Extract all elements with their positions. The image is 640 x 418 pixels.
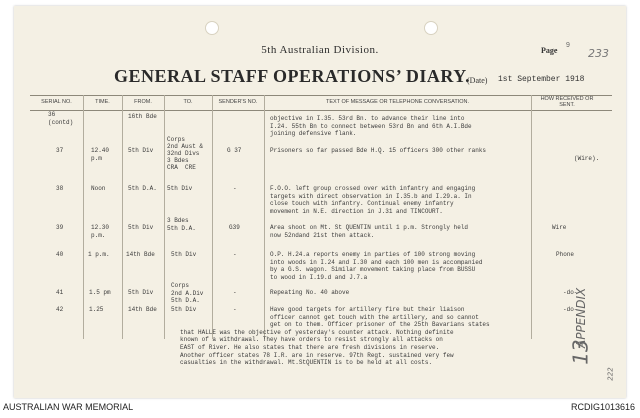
- sender-no: -: [233, 185, 237, 192]
- appendix-number: 13: [568, 339, 593, 365]
- from-cell: 5th Div: [128, 224, 154, 231]
- message-text: [270, 306, 490, 329]
- how-received: -do-: [563, 289, 578, 296]
- footer-record-id: RCDIG1013616: [570, 402, 635, 412]
- message-text: [270, 147, 486, 155]
- table-top-rule: [30, 95, 612, 96]
- header-bottom-rule: [30, 110, 612, 111]
- message-text: [270, 115, 472, 138]
- message-line: that HALLE was the objective of yesterday's counter attack. Nothing definite: [180, 328, 454, 336]
- time-cell: Noon: [91, 185, 106, 192]
- margin-number: 222: [606, 367, 615, 381]
- appendix-note: APPENDIX: [574, 287, 588, 348]
- message-text: [270, 185, 475, 215]
- message-line: F.O.O. left group crossed over with infantry and engaging: [270, 185, 476, 192]
- message-line: Repeating No. 40 above: [270, 289, 350, 296]
- page-title: GENERAL STAFF OPERATIONS’ DIARY.: [114, 66, 471, 86]
- time-cell: 1 p.m.: [88, 251, 110, 258]
- serial-no: 38: [56, 185, 64, 192]
- sender-no: -: [233, 306, 237, 313]
- message-line: Have good targets for artillery fire but their liaison: [270, 306, 465, 313]
- punch-hole: [424, 21, 438, 35]
- how-received: Phone: [556, 251, 575, 258]
- from-cell: 14th Bde: [128, 306, 157, 313]
- page-label: Page: [541, 46, 558, 55]
- column-divider: [531, 95, 532, 339]
- message-line: get on to them. Officer prisoner of the 25th Bavarians states: [270, 321, 490, 329]
- how-received: (Wire).: [574, 155, 600, 162]
- column-divider: [122, 95, 123, 339]
- message-line: O.P. H.24.a reports enemy in parties of 100 strong moving: [270, 251, 476, 258]
- message-line: EAST of River. He also states that there are fresh divisions in reserve.: [180, 343, 440, 351]
- serial-no: 37: [56, 147, 64, 154]
- from-cell: 5th Div: [128, 147, 154, 154]
- to-cell: 5th Div: [171, 306, 197, 313]
- to-cell: Corps 2nd Aust & 32nd Divs 3 Bdes CRA CRE: [167, 136, 204, 171]
- message-text: [270, 289, 349, 297]
- from-cell: 14th Bde: [126, 251, 155, 258]
- date-value: 1st September 1918: [498, 75, 585, 84]
- to-cell: 5th Div: [167, 185, 193, 192]
- column-divider: [212, 95, 213, 339]
- column-divider: [164, 95, 165, 339]
- serial-no: 42: [56, 306, 64, 313]
- time-cell: 12.30 p.m.: [91, 224, 110, 239]
- sender-no: -: [233, 289, 237, 296]
- from-cell: 16th Bde: [128, 113, 157, 120]
- to-cell: 5th Div: [171, 251, 197, 258]
- from-cell: 5th Div: [128, 289, 154, 296]
- column-header-serial: SERIAL NO.: [41, 99, 72, 105]
- message-line: officer cannot get touch with the artillery, and so cannot: [270, 313, 479, 321]
- serial-no: 39: [56, 224, 64, 231]
- column-divider: [83, 95, 84, 339]
- message-line: Area shoot on Mt. St QUENTIN until 1 p.m. Strongly held: [270, 224, 469, 231]
- message-line: objective in I.35. 53rd Bn. to advance their line into: [270, 115, 465, 122]
- message-text: [270, 224, 468, 239]
- message-line: movement in N.E. direction in J.31 and TINCOURT.: [270, 207, 443, 215]
- message-text-overflow: [180, 329, 454, 367]
- message-line: into woods in I.24 and I.30 and each 100 men is accompanied: [270, 258, 483, 266]
- time-cell: 1.25: [89, 306, 104, 313]
- message-line: known of a withdrawal. They have orders to resist strongly all attacks on: [180, 336, 443, 344]
- column-header-text: TEXT OF MESSAGE OR TELEPHONE CONVERSATION.: [325, 99, 470, 105]
- message-line: Prisoners so far passed Bde H.Q. 15 officers 300 other ranks: [270, 147, 487, 154]
- how-received: Wire: [552, 224, 567, 231]
- sender-no: -: [233, 251, 237, 258]
- message-line: by a G.S. wagon. Similar movement taking place from BUSSU: [270, 266, 476, 274]
- time-cell: 12.40 p.m: [91, 147, 110, 162]
- message-text: [270, 251, 482, 281]
- message-line: joining defensive flank.: [270, 130, 357, 138]
- message-line: Another officer states 78 I.R. are in reserve. 97th Regt. sustained very few: [180, 351, 454, 359]
- column-header-sender: SENDER'S NO.: [218, 99, 258, 105]
- page-number-handwritten: 233: [588, 47, 609, 60]
- footer-credit: AUSTRALIAN WAR MEMORIAL: [3, 402, 134, 412]
- message-line: now 52ndand 21st then attack.: [270, 231, 375, 239]
- column-header-to: TO.: [183, 99, 193, 105]
- sender-no: G39: [229, 224, 240, 231]
- column-header-time: TIME.: [95, 99, 110, 105]
- serial-no: 36 (contd): [48, 111, 74, 126]
- to-cell: Corps 2nd A.Div 5th D.A.: [171, 282, 204, 305]
- message-line: I.24. 55th Bn to connect between 53rd Bn and 6th A.I.Bde: [270, 122, 472, 130]
- to-cell: 3 Bdes 5th D.A.: [167, 217, 196, 232]
- column-header-how: HOW RECEIVED OR SENT.: [540, 96, 594, 108]
- message-line: casualties in the withdrawal. Mt.StQUENTIN is to be held at all costs.: [180, 359, 433, 367]
- column-header-from: FROM.: [134, 99, 152, 105]
- page-number-printed: 9: [566, 42, 570, 49]
- message-line: to wood in I.19.d and J.7.a: [270, 273, 368, 281]
- serial-no: 41: [56, 289, 64, 296]
- punch-hole: [205, 21, 219, 35]
- serial-no: 40: [56, 251, 64, 258]
- message-line: close touch with infantry. Continual enemy infantry: [270, 200, 454, 208]
- division-heading: 5th Australian Division.: [261, 44, 379, 56]
- sender-no: G 37: [227, 147, 242, 154]
- from-cell: 5th D.A.: [128, 185, 157, 192]
- message-line: targets with direct observation in I.35.b and I.29.a. In: [270, 192, 472, 200]
- date-label: (Date): [467, 76, 488, 85]
- column-divider: [264, 95, 265, 339]
- how-received: -do-: [563, 306, 578, 313]
- time-cell: 1.5 pm: [89, 289, 111, 296]
